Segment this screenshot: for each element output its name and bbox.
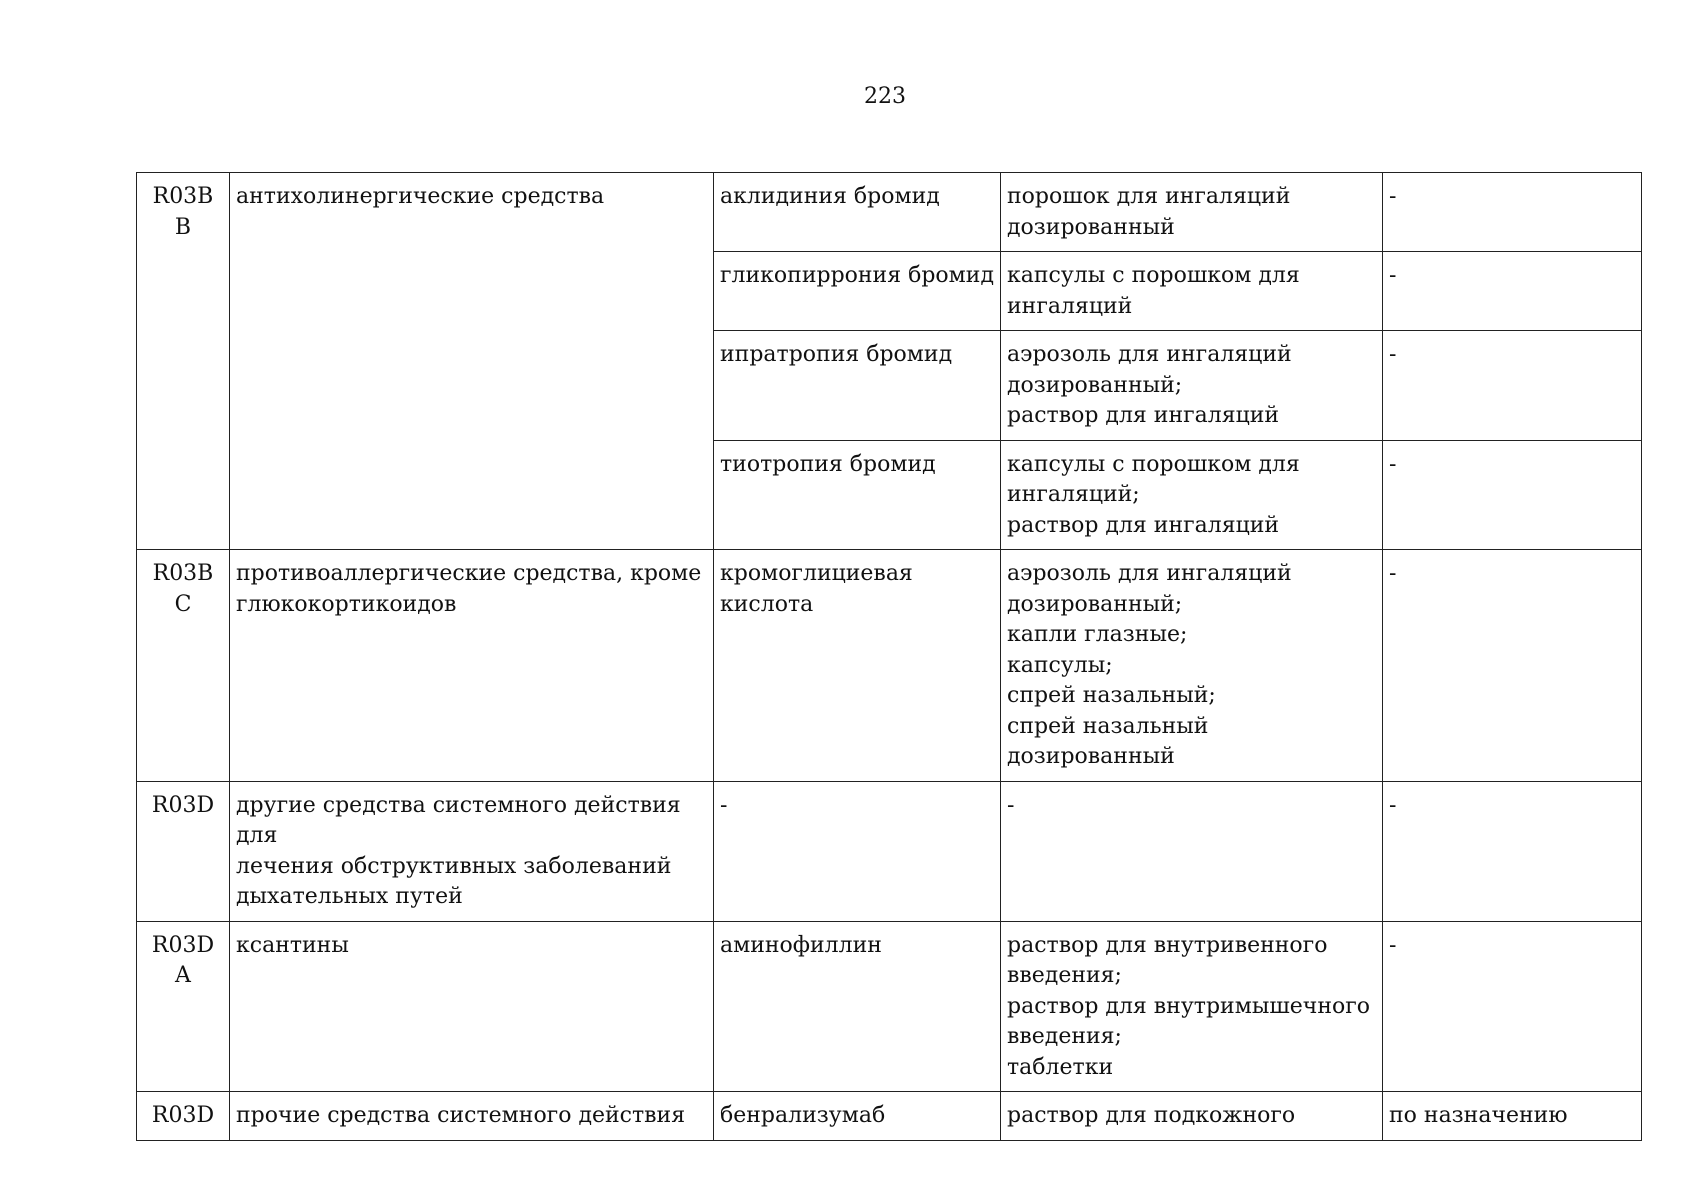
note-cell: - [1383, 921, 1642, 1092]
drug-name-cell: бенрализумаб [714, 1092, 1001, 1141]
note-cell: - [1383, 331, 1642, 441]
group-name-cell: другие средства системного действия для лечения обструктивных заболеваний дыхательных путей [230, 781, 714, 921]
drug-name-cell: аминофиллин [714, 921, 1001, 1092]
page-number: 223 [864, 84, 906, 109]
table-row [137, 550, 1642, 782]
drug-name-cell: тиотропия бромид [714, 440, 1001, 550]
drug-name-cell: гликопиррония бромид [714, 252, 1001, 331]
group-name-cell: прочие средства системного действия [230, 1092, 714, 1141]
atc-code-cell: R03D [137, 1092, 230, 1141]
drug-name-cell: ипратропия бромид [714, 331, 1001, 441]
drug-name-cell: аклидиния бромид [714, 173, 1001, 252]
group-name-cell: противоаллергические средства, кроме глюкокортикоидов [230, 550, 714, 782]
dosage-form-cell: аэрозоль для ингаляций дозированный; капли глазные; капсулы; спрей назальный; спрей назальный дозированный [1001, 550, 1383, 782]
note-cell: - [1383, 173, 1642, 252]
dosage-form-cell: порошок для ингаляций дозированный [1001, 173, 1383, 252]
group-name-cell: ксантины [230, 921, 714, 1092]
drug-name-cell: - [714, 781, 1001, 921]
table-row [137, 173, 1642, 252]
table-row [137, 781, 1642, 921]
atc-code-cell: R03D [137, 781, 230, 921]
note-cell: - [1383, 252, 1642, 331]
dosage-form-cell: раствор для подкожного [1001, 1092, 1383, 1141]
atc-code-cell: R03D A [137, 921, 230, 1092]
note-cell: - [1383, 781, 1642, 921]
note-cell: - [1383, 550, 1642, 782]
group-name-cell: антихолинергические средства [230, 173, 714, 550]
drug-table [136, 172, 1642, 1141]
table-row [137, 921, 1642, 1092]
table-row [137, 1092, 1642, 1141]
dosage-form-cell: капсулы с порошком для ингаляций [1001, 252, 1383, 331]
atc-code-cell: R03B B [137, 173, 230, 550]
atc-code-cell: R03B C [137, 550, 230, 782]
drug-name-cell: кромоглициевая кислота [714, 550, 1001, 782]
dosage-form-cell: аэрозоль для ингаляций дозированный; раствор для ингаляций [1001, 331, 1383, 441]
dosage-form-cell: - [1001, 781, 1383, 921]
dosage-form-cell: раствор для внутривенного введения; раствор для внутримышечного введения; таблетки [1001, 921, 1383, 1092]
note-cell: - [1383, 440, 1642, 550]
note-cell: по назначению [1383, 1092, 1642, 1141]
dosage-form-cell: капсулы с порошком для ингаляций; раствор для ингаляций [1001, 440, 1383, 550]
